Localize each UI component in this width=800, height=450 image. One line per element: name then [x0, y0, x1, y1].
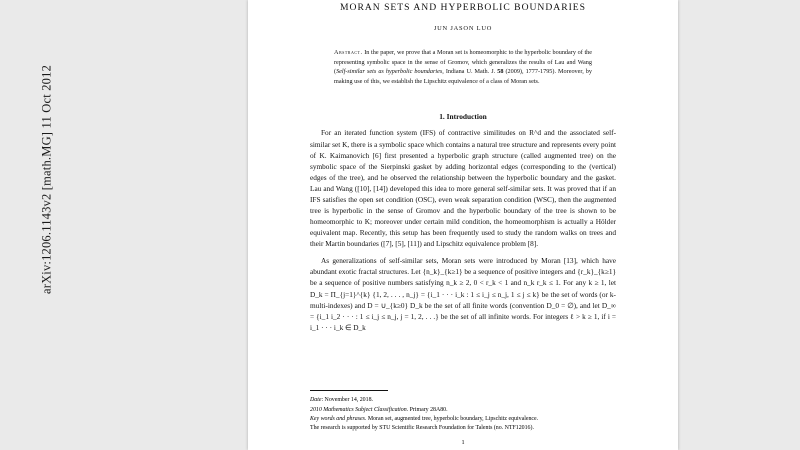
section-heading-introduction: [310, 112, 616, 121]
arxiv-identifier-stamp: arXiv:1206.1143v2 [math.MG] 11 Oct 2012: [39, 64, 54, 295]
footnote-funding: The research is supported by STU Scientific Research Foundation for Talents (no. NTF12016).: [310, 424, 534, 431]
section-number: 1.: [439, 112, 445, 122]
abstract-text-3: (2009), 1777-1795). Moreover, by making use of this, we establish the Lipschitz equivalence of a class of Moran sets.: [334, 68, 592, 85]
left-margin-band: [0, 0, 248, 450]
abstract-text-1: In the paper, we prove that a Moran set is homeomorphic to the hyperbolic boundary of the representing symbolic space in the sense of Gromov, which generalizes the results of Lau and Wang (: [334, 49, 592, 76]
footnote-block: [310, 380, 616, 446]
paper-page: [248, 0, 678, 450]
footnote-date: [310, 396, 616, 405]
paragraph-1: For an iterated function system (IFS) of contractive similitudes on R^d and the associated self-similar set K, there is a symbolic space which contains a natural tree structure and represents every point of K. Kaimanovich [6] first presented a hyperbolic graph structure (called augmented tree) on the symbolic space of the Sierpinski gasket by adding horizontal edges (corresponding to the (vertical) edges of the tree), and he observed the relationship between the hyperbolic boundary and the gasket. Lau and Wang ([10], [14]) developed this idea to more general self-similar sets. It was proved that if an IFS satisfies the open set condition (OSC), even weak separation condition (WSC), then the augmented tree is hyperbolic in the sense of Gromov and the hyperbolic boundary of the tree is shown to be homeomorphic to K; moreover under certain mild condition, the homeomorphism is actually a Hölder equivalent map. Recently, this setup has been frequently used to study the random walks on trees and their Martin boundaries ([7], [5], [11]) and Lipschitz equivalence problem [8].: [310, 128, 616, 249]
footnote-msc-label: 2010 Mathematics Subject Classification.: [310, 406, 409, 413]
footnote-date-label: Date: [310, 397, 322, 404]
footnote-keywords-label: Key words and phrases.: [310, 415, 367, 422]
footnote-date-value: : November 14, 2018.: [321, 397, 373, 404]
abstract-volume: 58: [497, 68, 504, 76]
page-number: 1: [461, 439, 465, 446]
abstract-citation-title: Self-similar sets as hyperbolic boundaries: [336, 68, 443, 76]
footnote-keywords-value: Moran set, augmented tree, hyperbolic boundary, Lipschitz equivalence.: [366, 415, 539, 422]
footnote-keywords: [310, 415, 616, 424]
paragraph-2: As generalizations of self-similar sets, Moran sets were introduced by Moran [13], which have abundant exotic fractal structures. Let {n_k}_{k≥1} be a sequence of positive integers and {r_k}_{k≥1} be a sequence of positive numbers satisfying n_k ≥ 2, 0 < r_k < 1 and n_k r_k ≤ 1. For any k ≥ 1, let D_k = Π_{j=1}^{k} {1, 2, . . . , n_j} = {i_1 · · · i_k : 1 ≤ i_j ≤ n_j, 1 ≤ j ≤ k} be the set of words (or k-multi-indexes) and D = ∪_{k≥0} D_k be the set of all finite words (convention D_0 = ∅), and let D_∞ = {i_1 i_2 · · · : 1 ≤ i_j ≤ n_j, j = 1, 2, . . .} be the set of all infinite words. For integers ℓ > k ≥ 1, if i = i_1 · · · i_k ∈ D_k: [310, 256, 616, 332]
footnote-msc: [310, 406, 616, 415]
author-name: JUN JASON LUO: [433, 25, 493, 32]
page-title: MORAN SETS AND HYPERBOLIC BOUNDARIES: [339, 2, 587, 13]
abstract-block: [334, 48, 592, 86]
footnotes: [310, 396, 616, 433]
footnote-rule: [310, 390, 388, 391]
footnote-msc-value: Primary 28A80.: [408, 406, 448, 413]
document-body: [310, 0, 616, 339]
abstract-label: Abstract.: [334, 49, 363, 56]
section-title: Introduction: [446, 112, 487, 122]
abstract-text-2: , Indiana U. Math. J.: [442, 68, 498, 76]
right-margin-band: [678, 0, 800, 450]
